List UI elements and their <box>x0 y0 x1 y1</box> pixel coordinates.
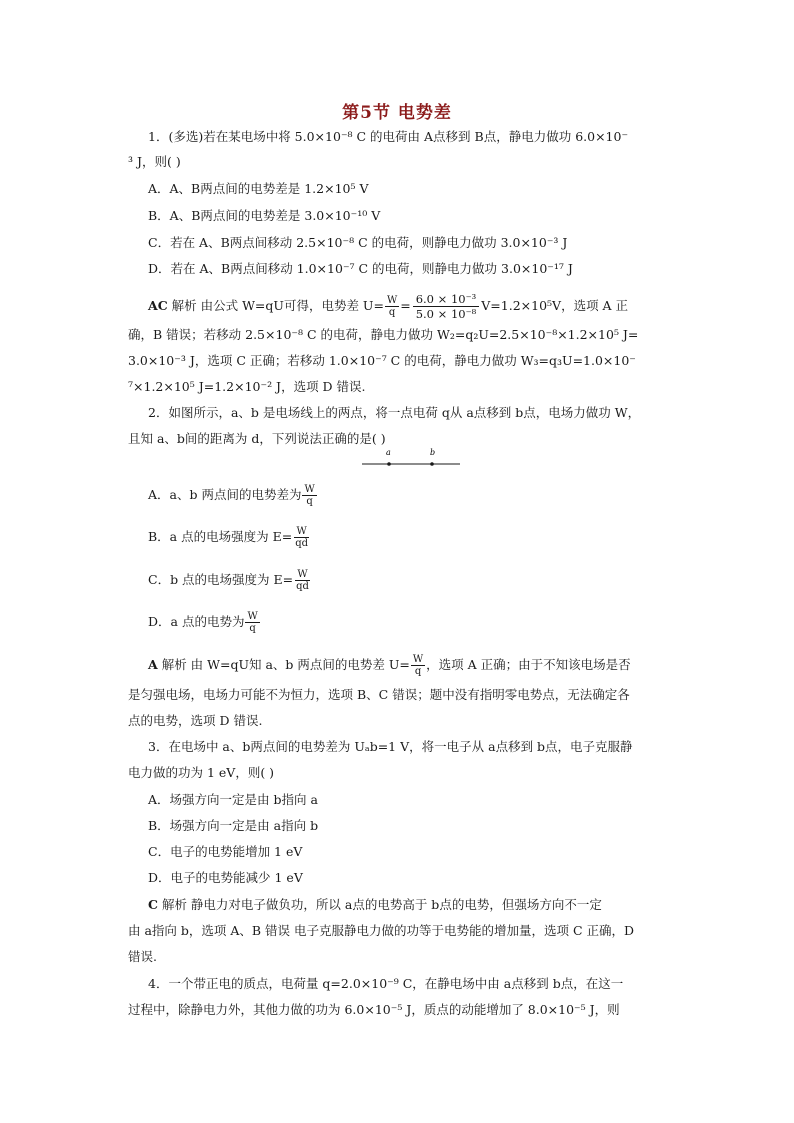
q2-option-c: C．b 点的电场强度为 E= $\frac{W}{qd}$ <box>148 569 309 592</box>
q2-stem-line1: 2．如图所示，a、b 是电场线上的两点，将一点电荷 q从 a点移到 b点，电场力做功 W， <box>148 405 641 420</box>
q2-option-b-fraction: $\frac{W}{qd}$ <box>295 526 308 549</box>
q1-numeric-fraction: $\frac{\text{6.0 × 10⁻³}}{\text{5.0 × 10⁻⁸}}$ <box>413 292 480 321</box>
q3-stem-line1: 3．在电场中 a、b两点间的电势差为 Uₐb=1 V，将一电子从 a点移到 b点，电子克服静 <box>148 739 633 754</box>
q2-option-d-fraction: $\frac{W}{q}$ <box>247 611 258 634</box>
q2-option-a-fraction: $\frac{W}{q}$ <box>304 484 315 507</box>
q1-sol-text-a: 解析 由公式 W=qU可得，电势差 U= <box>171 298 384 313</box>
q1-solution-line4: ⁷×1.2×10⁵ J=1.2×10⁻² J，选项 D 错误. <box>128 379 366 394</box>
q1-option-b: B．A、B两点间的电势差是 3.0×10⁻¹⁰ V <box>148 208 381 223</box>
q4-stem-line2: 过程中，除静电力外，其他力做的功为 6.0×10⁻⁵ J，质点的动能增加了 8.0×10⁻⁵ J，则 <box>128 1002 620 1017</box>
point-b-dot <box>430 462 434 466</box>
q3-option-c: C．电子的电势能增加 1 eV <box>148 844 303 859</box>
q1-w-over-q: $\frac{W}{q}$ <box>386 295 398 318</box>
q2-solution-line3: 点的电势，选项 D 错误. <box>128 713 263 728</box>
q3-solution-line3: 错误. <box>128 949 157 964</box>
q3-option-a: A．场强方向一定是由 b指向 a <box>148 792 318 807</box>
q3-solution-line2: 由 a指向 b，选项 A、B 错误 电子克服静电力做的功等于电势能的增加量，选项 C 正确，D <box>128 923 635 938</box>
q2-option-a: A．a、b 两点间的电势差为 $\frac{W}{q}$ <box>148 484 315 507</box>
q2-answer: A <box>148 657 158 672</box>
q2-solution-fraction: $\frac{W}{q}$ <box>412 654 424 677</box>
q2-solution-line1: A 解析 由 W=qU知 a、b 两点间的电势差 U= $\frac{W}{q}$ ，选项 A 正确；由于不知该电场是否 <box>148 654 631 677</box>
q2-option-d: D．a 点的电势为 $\frac{W}{q}$ <box>148 611 258 634</box>
q1-option-d: D．若在 A、B两点间移动 1.0×10⁻⁷ C 的电荷，则静电力做功 3.0×10⁻¹⁷ J <box>148 261 573 276</box>
q1-stem-line1: 1．(多选)若在某电场中将 5.0×10⁻⁸ C 的电荷由 A点移到 B点，静电力做功 6.0×10⁻ <box>148 129 629 144</box>
q3-solution-line1: C 解析 静电力对电子做负功，所以 a点的电势高于 b点的电势，但强场方向不一定 <box>148 897 602 912</box>
q1-solution-line3: 3.0×10⁻³ J，选项 C 正确；若移动 1.0×10⁻⁷ C 的电荷，静电力做功 W₃=q₃U=1.0×10⁻ <box>128 353 636 368</box>
q1-sol-text-b: V=1.2×10⁵V，选项 A 正 <box>481 298 629 313</box>
q1-option-c: C．若在 A、B两点间移动 2.5×10⁻⁸ C 的电荷，则静电力做功 3.0×10⁻³ J <box>148 235 568 250</box>
q2-solution-line2: 是匀强电场，电场力可能不为恒力，选项 B、C 错误；题中没有指明零电势点，无法确定各 <box>128 687 630 702</box>
field-line-diagram <box>362 444 462 470</box>
q1-option-a: A．A、B两点间的电势差是 1.2×10⁵ V <box>148 181 369 196</box>
q2-option-c-fraction: $\frac{W}{qd}$ <box>296 569 309 592</box>
q1-solution-line2: 确，B 错误；若移动 2.5×10⁻⁸ C 的电荷，静电力做功 W₂=q₂U=2.5×10⁻⁸×1.2×10⁵ J= <box>128 327 639 342</box>
point-a-dot <box>387 462 391 466</box>
q3-option-b: B．场强方向一定是由 a指向 b <box>148 818 319 833</box>
q3-stem-line2: 电力做的功为 1 eV，则( ) <box>128 765 275 780</box>
point-a-label: a <box>386 448 391 457</box>
q1-solution-line1: AC 解析 由公式 W=qU可得，电势差 U= $\frac{W}{q}$ = $\frac{\text{6.0 × 10⁻³}}{\text{5.0 × 10⁻⁸}}$ V=1.2×10⁵V，选项 A 正 <box>148 292 629 321</box>
q2-option-b: B．a 点的电场强度为 E= $\frac{W}{qd}$ <box>148 526 308 549</box>
page-title: 第5节 电势差 <box>342 103 452 123</box>
q3-answer: C <box>148 897 158 912</box>
q2-stem-line2: 且知 a、b间的距离为 d，下列说法正确的是( ) <box>128 431 386 446</box>
q1-answer: AC <box>148 298 168 313</box>
q4-stem-line1: 4．一个带正电的质点，电荷量 q=2.0×10⁻⁹ C，在静电场中由 a点移到 b点，在这一 <box>148 976 624 991</box>
point-b-label: b <box>430 448 436 457</box>
q3-option-d: D．电子的电势能减少 1 eV <box>148 870 303 885</box>
q1-stem-line2: ³ J，则( ) <box>128 154 181 169</box>
